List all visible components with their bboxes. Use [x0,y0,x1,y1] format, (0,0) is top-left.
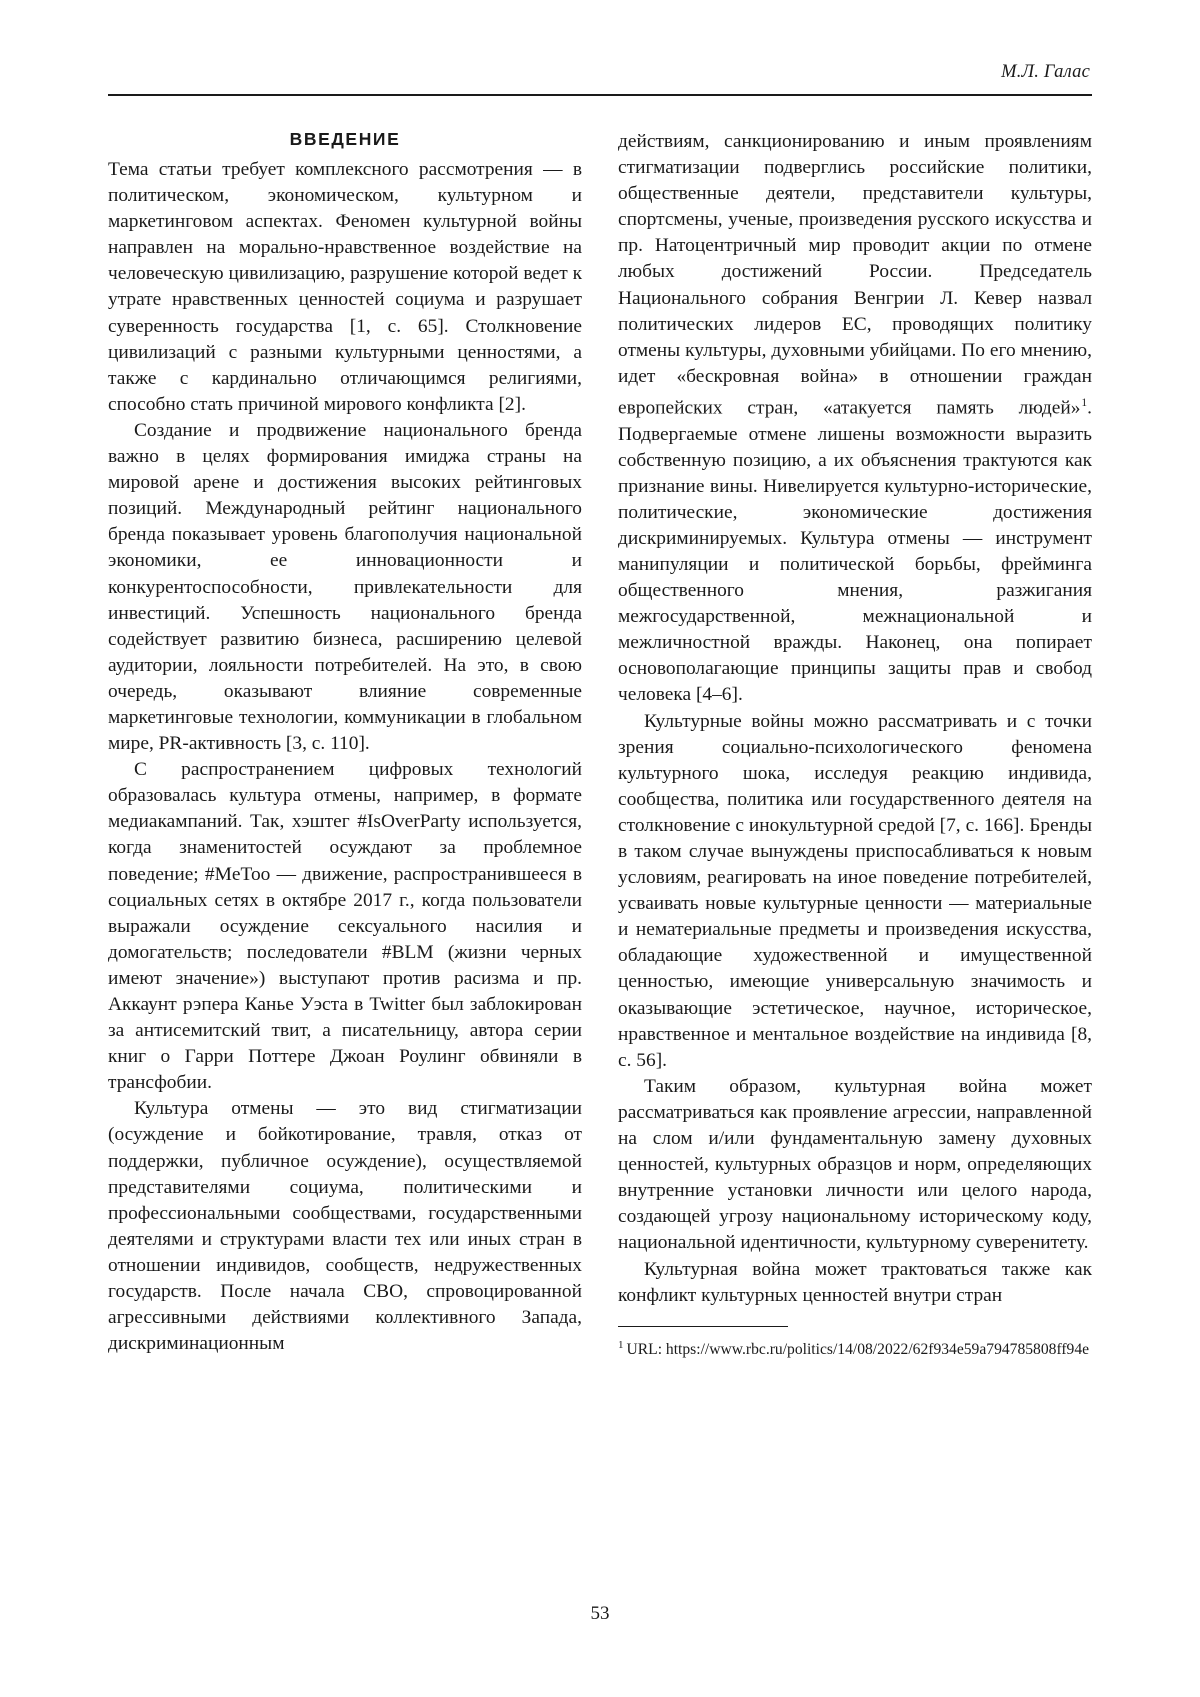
right-column [618,129,1092,1360]
paragraph: С распространением цифровых технологий образовалась культура отмены, например, в формате медиакампаний. Так, хэштег #IsOverParty используется, когда знаменитостей осуждают за проблемное поведение; #MeToo — движение, распространившееся в социальных сетях в октябре 2017 г., когда пользователи выражали осуждение сексуального насилия и домогательств; последователи #BLM (жизни черных имеют значение») выступают против расизма и пр. Аккаунт рэпера Канье Уэста в Twitter был заблокирован за антисемитский твит, а писательницу, автора серии книг о Гарри Поттере Джоан Роулинг обвиняли в трансфобии. [108,759,582,1094]
footnote [618,1335,1092,1360]
paragraph: Культурная война может трактоваться также как конфликт культурных ценностей внутри стран [618,1258,1092,1306]
footnote-text: URL: https://www.rbc.ru/politics/14/08/2022/62f934e59a794785808ff94e [626,1340,1090,1358]
footnote-block [618,1326,1092,1360]
paragraph: Тема статьи требует комплексного рассмотрения — в политическом, экономическом, культурном и маркетинговом аспектах. Феномен культурной войны направлен на морально-нравственное воздействие на человеческую цивилизацию, разрушение которой ведет к утрате нравственных ценностей социума и разрушает суверенность государства [1, с. 65]. Столкновение цивилизаций с разными культурными ценностями, а также с кардинально отличающимся религиями, способно стать причиной мирового конфликта [2]. [108,159,582,415]
left-column [108,129,582,1357]
footnote-reference: 1 [1081,396,1088,409]
paragraph-continued [618,129,1092,709]
paragraph: Культура отмены — это вид стигматизации (осуждение и бойкотирование, травля, отказ от поддержки, публичное осуждение), осуществляемой представителями социума, политическими и профессиональными сообществами, государственными деятелями и структурами власти тех или иных стран в отношении индивидов, сообществ, недружественных государств. После начала СВО, спровоцированной агрессивными действиями коллективного Запада, дискриминационным [108,1098,582,1355]
page-number: 53 [590,1603,610,1624]
paragraph-text: действиям, санкционированию и иным проявлениям стигматизации подверглись российские политики, общественные деятели, представители культуры, спортсмены, ученые, произведения русского искусства и пр. Натоцентричный мир проводит акции по отмене любых достижений России. Председатель Национального собрания Венгрии Л. Кевер назвал политических лидеров ЕС, проводящих политику отмены культуры, духовными убийцами. По его мнению, идет «бескровная война» в отношении граждан европейских стран, «атакуется память людей» [618,131,1092,419]
header-divider [108,94,1092,96]
paragraph: Создание и продвижение национального бренда важно в целях формирования имиджа страны на мировой арене и достижения высоких рейтинговых позиций. Международный рейтинг национального бренда показывает уровень благополучия национальной экономики, ее инновационности и конкурентоспособности, привлекательности для инвестиций. Успешность национального бренда содействует развитию бизнеса, расширению целевой аудитории, лояльности потребителей. На это, в свою очередь, оказывают влияние современные маркетинговые технологии, коммуникации в глобальном мире, PR-активность [3, с. 110]. [108,419,582,755]
paragraph: Культурные войны можно рассматривать и с точки зрения социально-психологического феномена культурного шока, исследуя реакцию индивида, сообщества, политика или государственного деятеля на столкновение с инокультурной средой [7, с. 166]. Бренды в таком случае вынуждены приспосабливаться к новым условиям, реагировать на иное поведение потребителей, усваивать новые культурные ценности — материальные и нематериальные предметы и произведения искусства, обладающие художественной и имущественной ценностью, имеющие универсальную значимость и оказывающие эстетическое, научное, историческое, нравственное и ментальное воздействие на индивида [8, с. 56]. [618,710,1092,1071]
paragraph-text-tail: . Подвергаемые отмене лишены возможности выразить собственную позицию, а их объяснения трактуются как признание вины. Нивелируется культурно-исторические, политические, экономические достижения дискриминируемых. Культура отмены — инструмент манипуляции и политической борьбы, фрейминга общественного мнения, разжигания межгосударственной, межнациональной и межличностной вражды. Наконец, она попирает основополагающие принципы защиты прав и свобод человека [4–6]. [618,397,1092,706]
section-heading-introduction: ВВЕДЕНИЕ [289,129,401,149]
two-column-layout [108,129,1092,1360]
paragraph: Таким образом, культурная война может рассматриваться как проявление агрессии, направленной на слом и/или фундаментальную замену духовных ценностей, культурных образцов и норм, определяющих внутренние установки личности или целого народа, создающей угрозу национальному историческому коду, национальной идентичности, культурному суверенитету. [618,1075,1092,1254]
footnote-divider [618,1326,788,1327]
running-head: М.Л. Галас [1001,62,1090,82]
footnote-marker: 1 [618,1338,624,1351]
